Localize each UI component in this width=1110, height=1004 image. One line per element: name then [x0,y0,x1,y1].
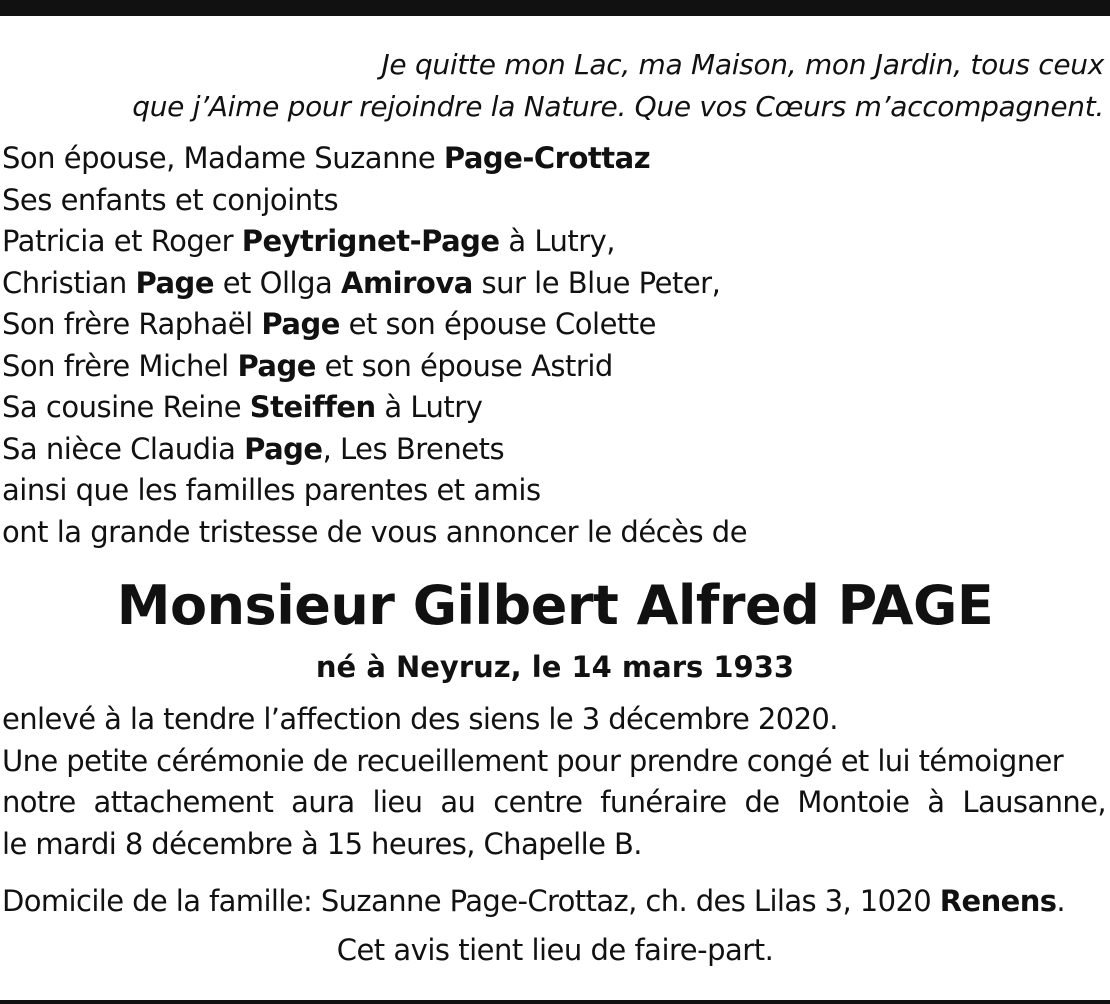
family-surname: Page [135,265,214,300]
family-text: et Ollga [214,265,341,300]
family-text: , Les Brenets [322,431,505,466]
deceased-name: Monsieur Gilbert Alfred PAGE [116,574,994,637]
family-text: à Lutry, [499,224,616,258]
family-surname: Page [244,431,323,466]
top-rule [0,0,1110,16]
family-text: Sa nièce Claudia [2,431,245,466]
birth-line: né à Neyruz, le 14 mars 1933 [315,650,795,684]
family-text: Patricia et Roger [2,224,242,258]
epigraph-line: que j’Aime pour rejoindre la Nature. Que vos Cœurs m’accompagnent. [132,90,1104,123]
details-line: le mardi 8 décembre à 15 heures, Chapelle B. [2,826,642,861]
family-line-brother-1 [2,304,1102,346]
family-line-spouse [2,138,1102,180]
domicile-town: Renens [939,884,1057,918]
details-line: enlevé à la tendre l’affection des siens le 3 décembre 2020. [2,702,838,736]
family-surname: Page [237,348,316,383]
family-surname: Page-Crottaz [443,141,651,175]
bottom-rule [0,1000,1110,1004]
family-text: Son frère Raphaël [2,307,262,341]
family-line-child-2 [2,263,1102,305]
family-text: et son épouse Astrid [315,348,613,383]
domicile-text: . [1056,884,1066,918]
family-line-relatives: ainsi que les familles parentes et amis [2,473,541,507]
epigraph-line: Je quitte mon Lac, ma Maison, mon Jardin, tous ceux [381,48,1104,81]
closing-note: Cet avis tient lieu de faire-part. [336,933,774,967]
family-text: et son épouse Colette [339,307,657,341]
details-line: notre attachement aura lieu au centre funéraire de Montoie à Lausanne, [2,785,1106,819]
domicile-text: Domicile de la famille: Suzanne Page-Crottaz, ch. des Lilas 3, 1020 [2,884,940,918]
family-surname: Peytrignet-Page [241,224,500,258]
details-line: Une petite cérémonie de recueillement pour prendre congé et lui témoigner [2,743,1064,778]
family-line-children-heading: Ses enfants et conjoints [2,182,339,217]
family-domicile [2,879,1106,923]
family-line-cousin [2,387,1102,429]
family-line-announcement: ont la grande tristesse de vous annoncer le décès de [2,514,748,549]
ceremony-details [2,699,1106,865]
family-text: Sa cousine Reine [2,390,250,424]
family-line-brother-2 [2,346,1102,388]
family-surname: Page [261,307,340,341]
family-text: sur le Blue Peter, [472,265,721,300]
family-text: Son épouse, Madame Suzanne [2,141,444,175]
epigraph [54,44,1104,128]
family-list [2,138,1102,553]
family-line-niece [2,429,1102,471]
family-surname: Steiffen [249,390,376,424]
family-text: à Lutry [375,390,483,424]
family-line-child-1 [2,221,1102,263]
family-text: Christian [2,265,136,300]
family-surname: Amirova [341,265,473,300]
family-text: Son frère Michel [2,348,238,383]
